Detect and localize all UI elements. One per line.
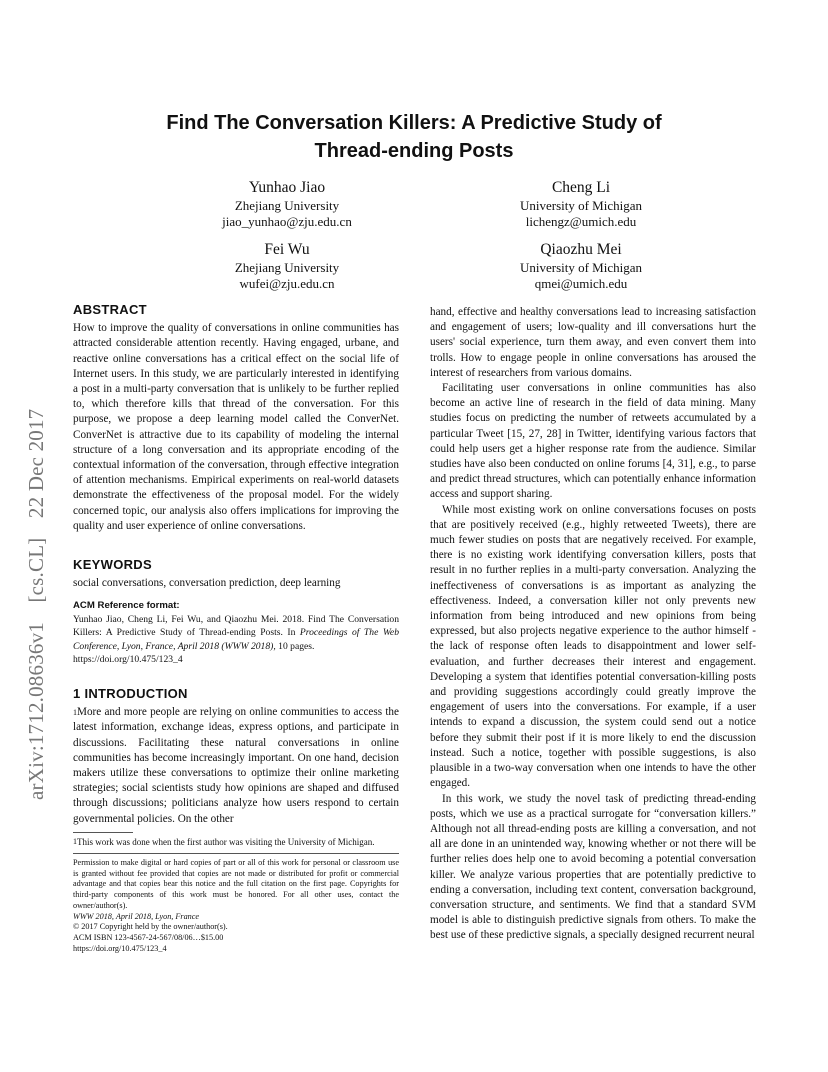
author-affiliation: Zhejiang University	[234, 260, 340, 275]
title-line: Find The Conversation Killers: A Predictive Study of	[166, 112, 662, 134]
permission-block	[73, 858, 399, 954]
arxiv-id: arXiv:1712.08636v1	[24, 622, 48, 800]
footnote-rule	[73, 832, 133, 833]
arxiv-category: [cs.CL]	[24, 537, 48, 603]
keywords-section	[73, 557, 399, 591]
author-affiliation: Zhejiang University	[234, 198, 340, 213]
reference-pages: 10 pages.	[275, 640, 315, 652]
introduction-body: More and more people are relying on online communities to access the latest information, exchange ideas, express options, and participate in discussions. Facilitating these natural conversations in online communities has become increasingly important. On one hand, decision makers utilize these conversations to optimize their online marketing strategies; social scientists study how opinions are shaped and diffused through discussions; politicians analyze how users respond to certain governmental policies. On the other	[73, 706, 399, 825]
permission-text: Permission to make digital or hard copies of part or all of this work for personal or classroom use is granted without fee provided that copies are not made or distributed for profit or commercial advantage and that copies bear this notice and the full citation on the first page. Copyrights for third-party components of this work must be honored. For all other uses, contact the owner/author(s).	[73, 858, 399, 910]
abstract-heading: ABSTRACT	[73, 302, 147, 317]
paper-title	[90, 109, 738, 165]
paragraph: In this work, we study the novel task of predicting thread-ending posts, which we use as a practical surrogate for “conversation killers.” Although not all thread-ending posts are killing a conversation, and not all are done in an unintended way, knowing whether or not there will be further relies does help one to avoid becoming a potential conversation killer. We analyze various properties that are potentially predictive to ending a conversation, including text content, conversation background, conversation structure, and sentiments. We find that a standard SVM model is able to distinguish predictive signals from others. To make the best use of these predictive signals, a specially designed recurrent neural	[430, 792, 756, 942]
author-block	[157, 240, 417, 292]
reference-heading: ACM Reference format:	[73, 600, 180, 611]
author-email: qmei@umich.edu	[534, 276, 628, 291]
author-block	[157, 178, 417, 230]
acm-reference	[73, 599, 399, 667]
author-email: lichengz@umich.edu	[525, 214, 637, 229]
reference-venue: Proceedings of The Web Conference, Lyon, France, April 2018 (WWW 2018),	[73, 627, 399, 652]
abstract-section	[73, 302, 399, 534]
author-block	[451, 240, 711, 292]
right-column	[430, 305, 756, 944]
paragraph: Facilitating user conversations in online communities has also become an active line of research in the field of data mining. Many studies focus on predicting the number of retweets accumulated by a particular Tweet [15, 27, 28] in Twitter, identifying various factors that could help users get a higher response rate from the audience. Similar studies have also been conducted on online forums [4, 31], e.g., to parse and predict thread structures, which can potentially enhance information access and support sharing.	[430, 382, 756, 501]
author-name: Cheng Li	[551, 179, 611, 196]
author-block	[451, 178, 711, 230]
keywords-heading: KEYWORDS	[73, 557, 152, 572]
reference-text	[73, 613, 399, 654]
author-name: Yunhao Jiao	[248, 179, 326, 196]
permission-isbn: ACM ISBN 123-4567-24-567/08/06…$15.00	[73, 932, 224, 942]
reference-citation: Yunhao Jiao, Cheng Li, Fei Wu, and Qiaozhu Mei. 2018. Find The Conversation Killers: A Predictive Study of Thread-ending Posts. In	[73, 613, 399, 638]
author-email: jiao_yunhao@zju.edu.cn	[222, 214, 352, 229]
footnote-mark: 1	[73, 837, 77, 846]
abstract-text: How to improve the quality of conversations in online communities has attracted considerable attention recently. Having engaged, urbane, and reactive online conversations has a critical effect on the social life of Internet users. In this study, we are particularly interested in identifying a post in a multi-party conversation that is unlikely to be further replied to, which therefore kills that thread of the conversation. For this purpose, we propose a deep learning model called the ConverNet. ConverNet is attractive due to its capability of modeling the internal structure of a long conversation and its appropriate encoding of the contextual information of the conversation, through effective integration of attention mechanisms. Empirical experiments on real-world datasets demonstrate the effectiveness of the proposal model. For the widely concerned topic, our analysis also offers implications for improving the quality and user experience of online conversations.	[73, 322, 399, 532]
paragraph: While most existing work on online conversations focuses on posts that are positively received (e.g., highly retweeted Tweets), there are much fewer studies on posts that are negatively received. For example, there is no existing work identifying conversation killers, posts that result in no further replies in a multi-party conversation. Analyzing the ineffectiveness of conversations is as important as analyzing the effectiveness. Indeed, a conversation killer not only prevents new information from being introduced and new opinions from being expressed, but also projects negative experience to the author himself - the lack of response often leads to disappointment and lower self-evaluation, and further decreases their interest and engagement. Developing a system that identifies potential conversation-killing posts and providing suggestions accordingly could greatly improve the engagement of users into the conversations. For example, if a user intends to expand a discussion, the system could send out a notice before they submit their post if it is more likely to end the discussion instead. Such a notice, together with possible suggestions, is also plausible in a two-way conversation when one intends to have the other engaged.	[430, 503, 756, 790]
permission-copyright: © 2017 Copyright held by the owner/author(s).	[73, 922, 228, 932]
footnote-mark: 1	[73, 708, 77, 718]
author-affiliation: University of Michigan	[519, 198, 643, 213]
permission-venue: WWW 2018, April 2018, Lyon, France	[73, 911, 200, 921]
permission-doi[interactable]: https://doi.org/10.475/123_4	[73, 943, 167, 953]
author-affiliation: University of Michigan	[519, 260, 643, 275]
footnote-text: This work was done when the first author was visiting the University of Michigan.	[77, 837, 375, 847]
arxiv-date: 22 Dec 2017	[24, 408, 48, 519]
reference-doi[interactable]: https://doi.org/10.475/123_4	[73, 654, 183, 665]
author-name: Fei Wu	[264, 241, 310, 258]
paragraph: hand, effective and healthy conversations lead to increasing satisfaction and engagement of users; low-quality and ill conversations hurt the users' social experience, turn them away, and even convert them into trolls. How to engage people in online conversations has aroused the interest of researchers from various domains.	[430, 306, 756, 379]
introduction-heading: 1 INTRODUCTION	[73, 686, 188, 701]
arxiv-stamp	[24, 280, 48, 800]
introduction-text	[73, 705, 399, 827]
keywords-text: social conversations, conversation prediction, deep learning	[73, 577, 341, 590]
author-email: wufei@zju.edu.cn	[239, 276, 335, 291]
author-name: Qiaozhu Mei	[540, 241, 622, 258]
introduction-section	[73, 686, 399, 827]
footnote	[73, 836, 399, 848]
title-line: Thread-ending Posts	[314, 140, 514, 162]
permission-rule	[73, 853, 399, 854]
